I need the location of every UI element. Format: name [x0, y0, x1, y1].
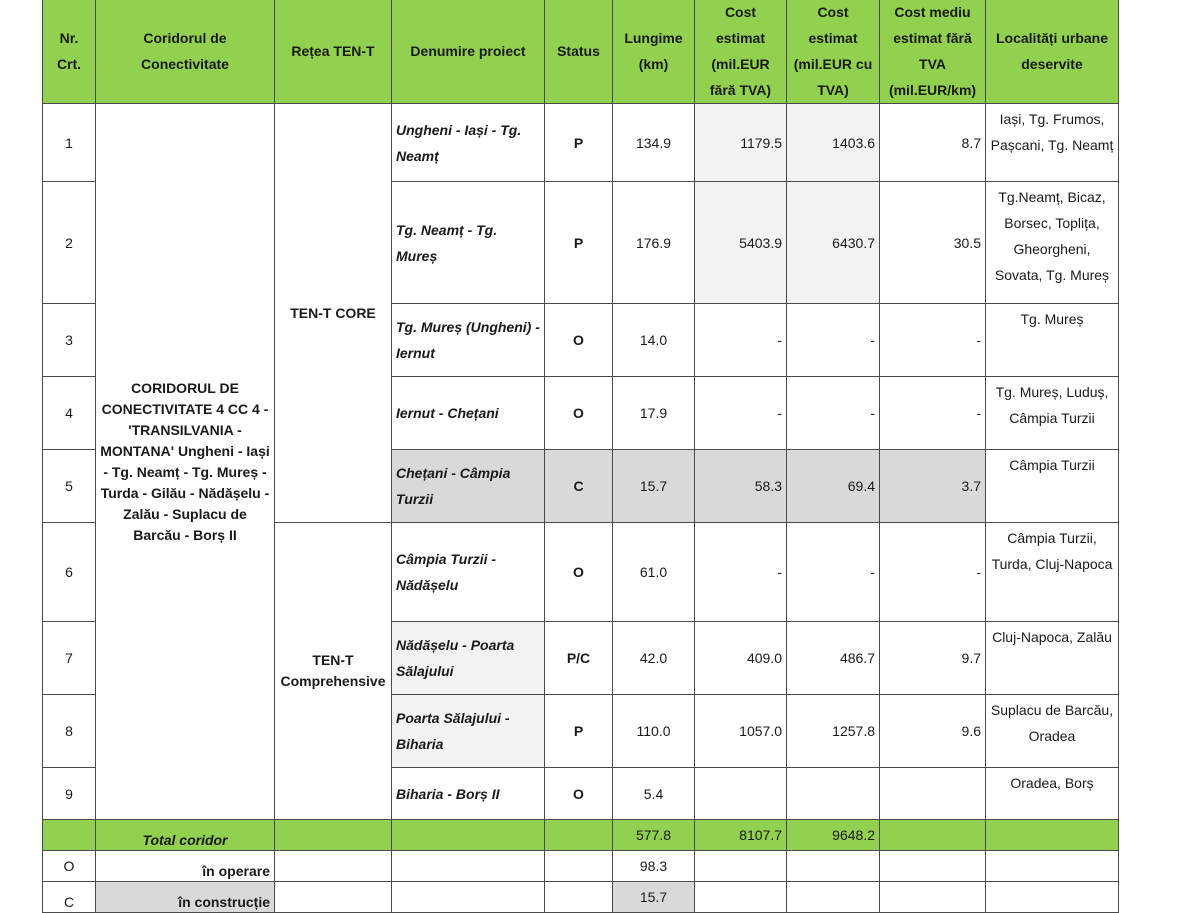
summary-code: C	[43, 882, 96, 913]
project-avg-cost: 3.7	[880, 450, 986, 523]
project-length: 110.0	[613, 695, 695, 768]
project-cost-vat: -	[787, 304, 880, 377]
summary-row	[43, 882, 1119, 913]
row-nr: 5	[43, 450, 96, 523]
project-name: Tg. Neamț - Tg. Mureș	[392, 182, 545, 304]
project-localities: Iași, Tg. Frumos, Pașcani, Tg. Neamț	[986, 104, 1119, 182]
project-length: 42.0	[613, 622, 695, 695]
project-length: 14.0	[613, 304, 695, 377]
project-length: 134.9	[613, 104, 695, 182]
project-status: O	[545, 523, 613, 622]
project-name: Câmpia Turzii - Nădășelu	[392, 523, 545, 622]
project-avg-cost: -	[880, 304, 986, 377]
project-avg-cost: -	[880, 523, 986, 622]
project-avg-cost: 9.6	[880, 695, 986, 768]
table-row	[43, 104, 1119, 182]
row-nr: 2	[43, 182, 96, 304]
project-status: O	[545, 304, 613, 377]
summary-label: în operare	[96, 851, 275, 882]
header-localities: Localități urbane deservite	[986, 0, 1119, 104]
summary-row	[43, 851, 1119, 882]
project-cost-vat: -	[787, 523, 880, 622]
project-name: Chețani - Câmpia Turzii	[392, 450, 545, 523]
project-cost-vat: 1403.6	[787, 104, 880, 182]
project-cost-no-vat: 58.3	[695, 450, 787, 523]
project-localities: Câmpia Turzii	[986, 450, 1119, 523]
project-name: Iernut - Chețani	[392, 377, 545, 450]
project-status: P	[545, 182, 613, 304]
project-length: 176.9	[613, 182, 695, 304]
project-cost-vat: -	[787, 377, 880, 450]
header-cost-no-vat: Cost estimat (mil.EUR fără TVA)	[695, 0, 787, 104]
project-status: P	[545, 695, 613, 768]
project-name: Nădășelu - Poarta Sălajului	[392, 622, 545, 695]
project-length: 17.9	[613, 377, 695, 450]
row-nr: 4	[43, 377, 96, 450]
project-name: Tg. Mureș (Ungheni) - Iernut	[392, 304, 545, 377]
corridor-table	[42, 0, 1119, 913]
project-localities: Tg.Neamț, Bicaz, Borsec, Toplița, Gheorgheni, Sovata, Tg. Mureș	[986, 182, 1119, 304]
header-length: Lungime (km)	[613, 0, 695, 104]
row-nr: 3	[43, 304, 96, 377]
header-cost-vat: Cost estimat (mil.EUR cu TVA)	[787, 0, 880, 104]
header-network: Rețea TEN-T	[275, 0, 392, 104]
project-cost-vat: 1257.8	[787, 695, 880, 768]
network-comprehensive: TEN-T Comprehensive	[275, 523, 392, 820]
project-localities: Tg. Mureș	[986, 304, 1119, 377]
header-avg-cost: Cost mediu estimat fără TVA (mil.EUR/km)	[880, 0, 986, 104]
project-cost-no-vat	[695, 768, 787, 820]
header-row	[43, 0, 1119, 104]
project-localities: Tg. Mureș, Luduș, Câmpia Turzii	[986, 377, 1119, 450]
header-corridor: Coridorul de Conectivitate	[96, 0, 275, 104]
row-nr: 9	[43, 768, 96, 820]
project-cost-no-vat: -	[695, 304, 787, 377]
project-cost-vat: 69.4	[787, 450, 880, 523]
total-label: Total coridor	[96, 820, 275, 851]
project-name: Ungheni - Iași - Tg. Neamț	[392, 104, 545, 182]
project-status: P/C	[545, 622, 613, 695]
project-length: 5.4	[613, 768, 695, 820]
project-cost-vat: 6430.7	[787, 182, 880, 304]
project-avg-cost: 9.7	[880, 622, 986, 695]
project-length: 15.7	[613, 450, 695, 523]
project-status: O	[545, 768, 613, 820]
summary-length: 98.3	[613, 851, 695, 882]
project-cost-no-vat: 5403.9	[695, 182, 787, 304]
project-avg-cost: 30.5	[880, 182, 986, 304]
project-localities: Suplacu de Barcău, Oradea	[986, 695, 1119, 768]
project-avg-cost: 8.7	[880, 104, 986, 182]
header-project: Denumire proiect	[392, 0, 545, 104]
project-cost-no-vat: -	[695, 377, 787, 450]
project-avg-cost	[880, 768, 986, 820]
project-status: P	[545, 104, 613, 182]
project-cost-vat: 486.7	[787, 622, 880, 695]
network-core: TEN-T CORE	[275, 104, 392, 523]
project-status: C	[545, 450, 613, 523]
project-cost-no-vat: 1057.0	[695, 695, 787, 768]
project-name: Biharia - Borș II	[392, 768, 545, 820]
project-status: O	[545, 377, 613, 450]
header-nr: Nr. Crt.	[43, 0, 96, 104]
total-length: 577.8	[613, 820, 695, 851]
project-name: Poarta Sălajului - Biharia	[392, 695, 545, 768]
project-cost-no-vat: 409.0	[695, 622, 787, 695]
row-nr: 8	[43, 695, 96, 768]
summary-length: 15.7	[613, 882, 695, 913]
project-localities: Cluj-Napoca, Zalău	[986, 622, 1119, 695]
total-cost-no-vat: 8107.7	[695, 820, 787, 851]
summary-code: O	[43, 851, 96, 882]
total-row	[43, 820, 1119, 851]
row-nr: 7	[43, 622, 96, 695]
project-cost-vat	[787, 768, 880, 820]
project-localities: Oradea, Borș	[986, 768, 1119, 820]
row-nr: 1	[43, 104, 96, 182]
total-cost-vat: 9648.2	[787, 820, 880, 851]
project-cost-no-vat: -	[695, 523, 787, 622]
header-status: Status	[545, 0, 613, 104]
project-length: 61.0	[613, 523, 695, 622]
corridor-name: CORIDORUL DE CONECTIVITATE 4 CC 4 - 'TRANSILVANIA - MONTANA' Ungheni - Iași - Tg. Neamț - Tg. Mureș - Turda - Gilău - Nădășelu - Zalău - Suplacu de Barcău - Borș II	[96, 104, 275, 820]
project-avg-cost: -	[880, 377, 986, 450]
project-cost-no-vat: 1179.5	[695, 104, 787, 182]
project-localities: Câmpia Turzii, Turda, Cluj-Napoca	[986, 523, 1119, 622]
summary-label: în construcție	[96, 882, 275, 913]
row-nr: 6	[43, 523, 96, 622]
